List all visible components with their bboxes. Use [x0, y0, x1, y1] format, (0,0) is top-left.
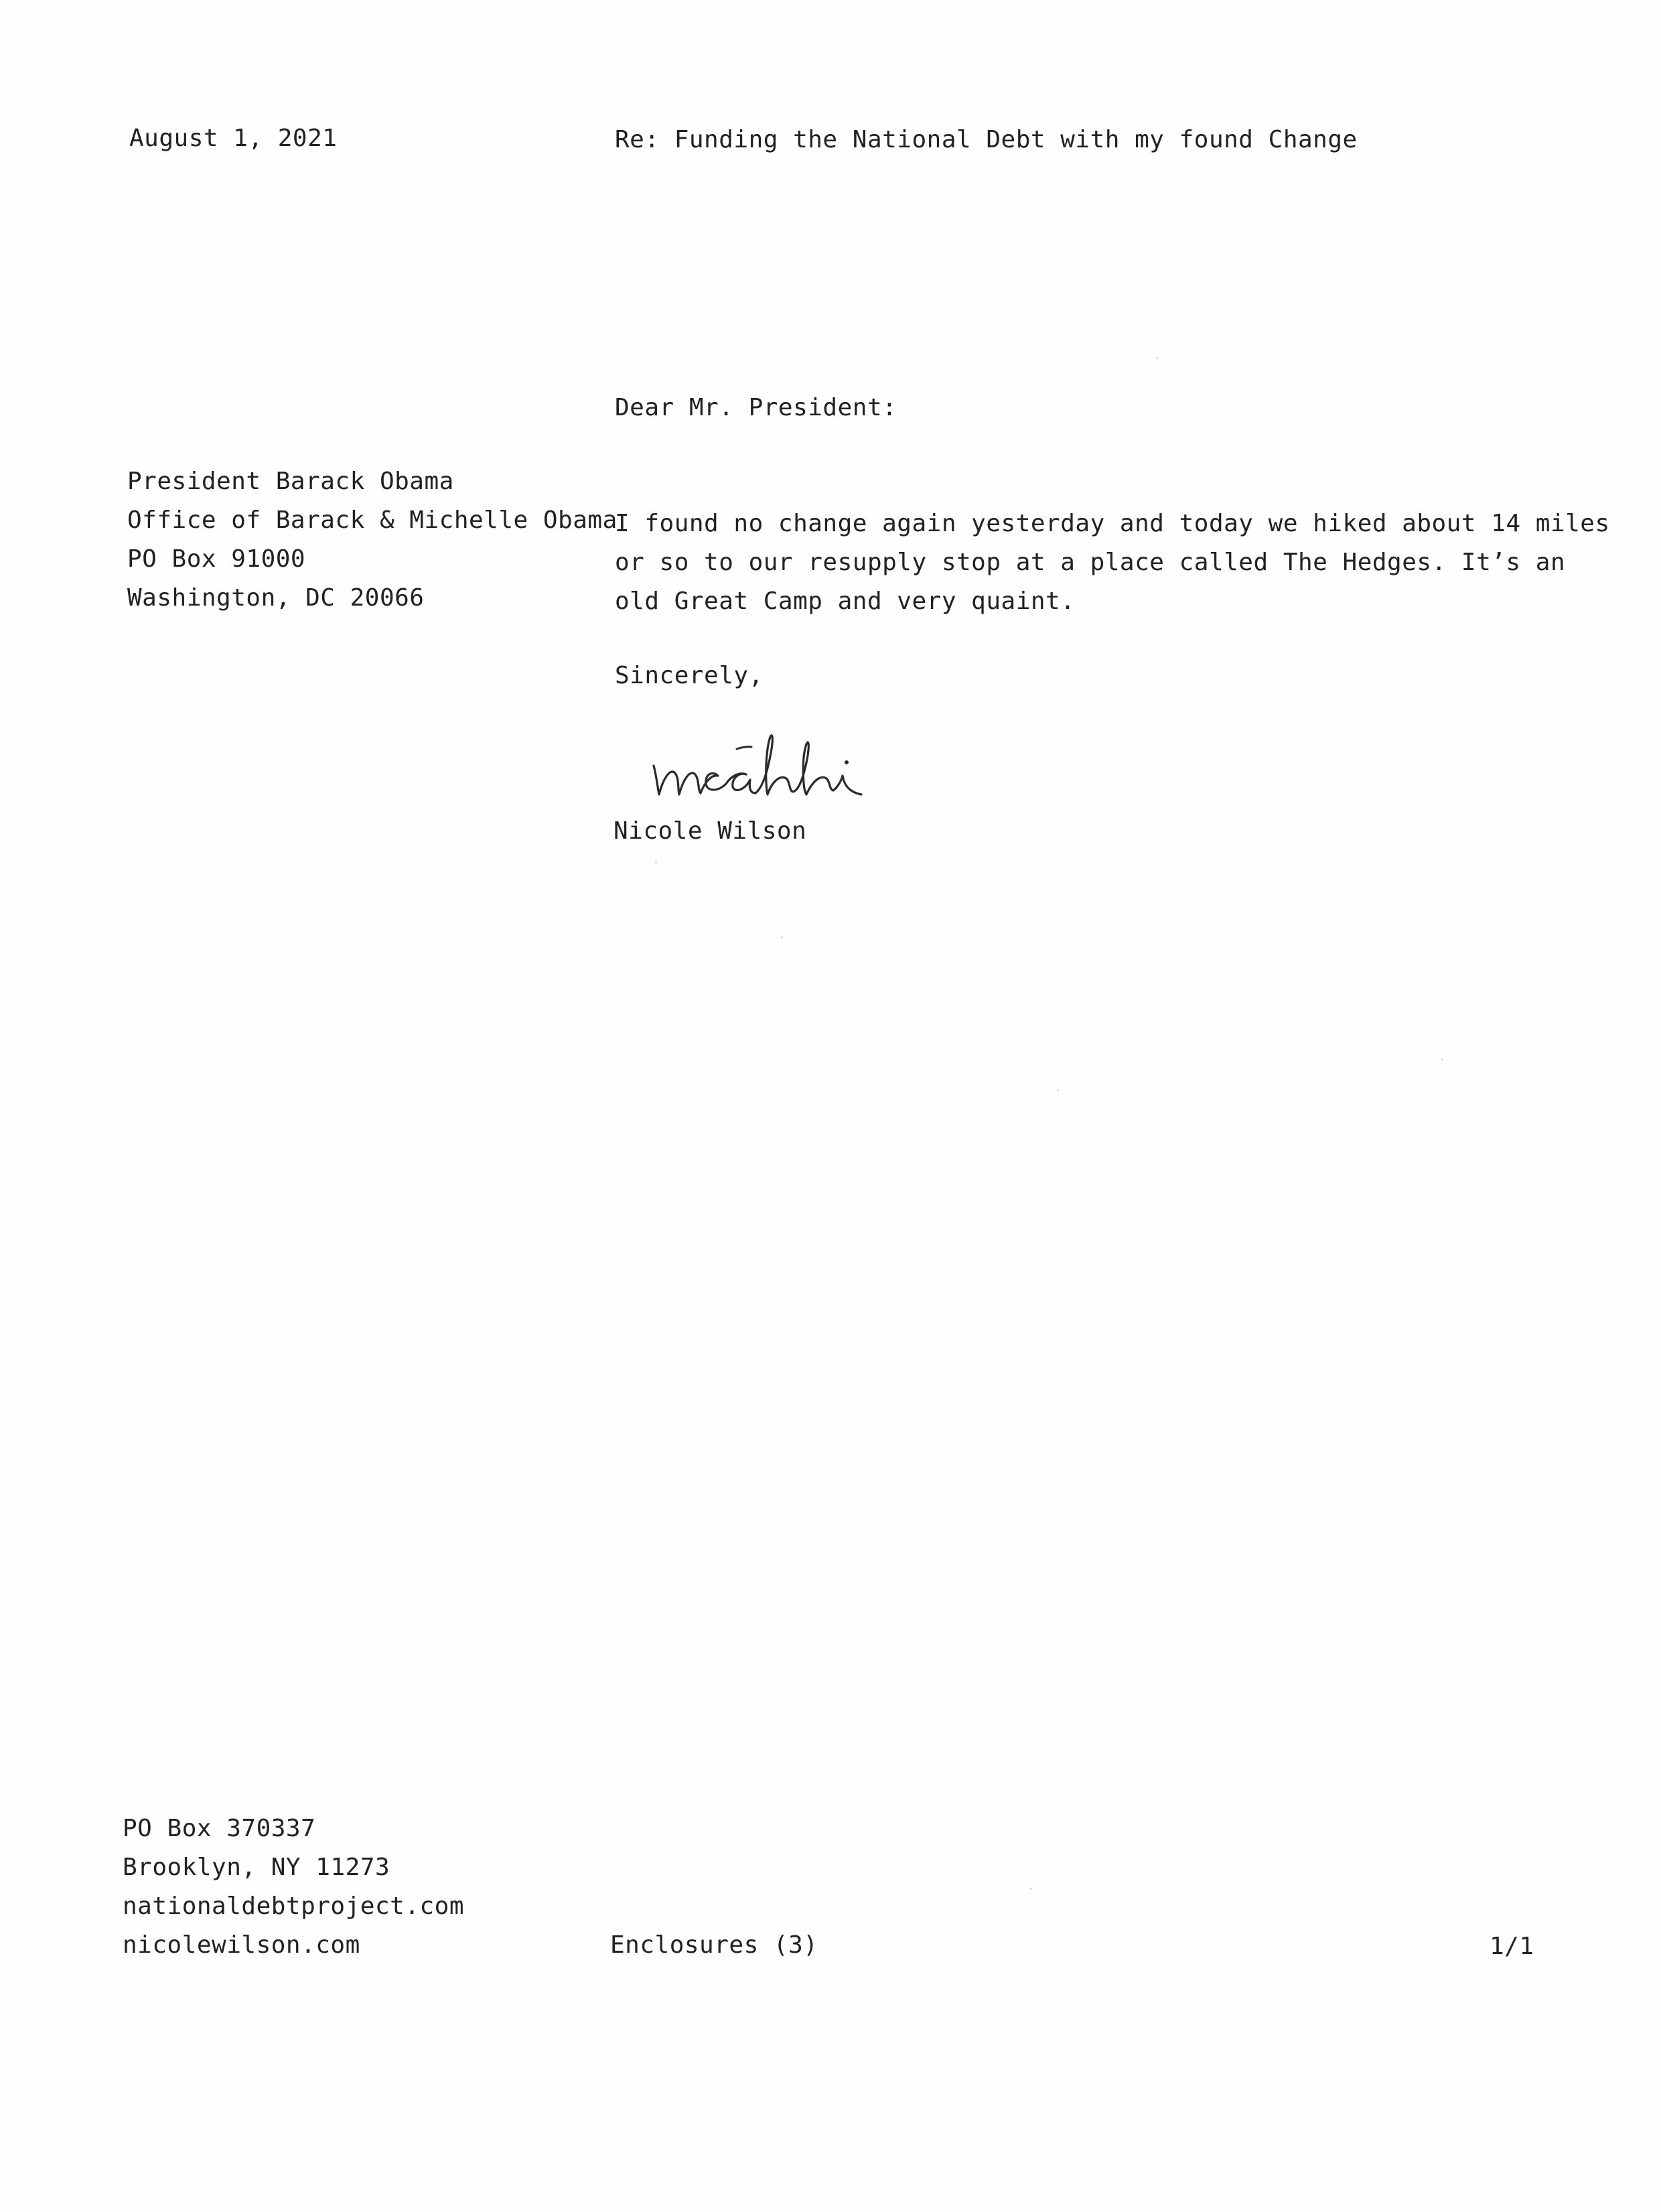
- letter-date: August 1, 2021: [129, 125, 338, 152]
- recipient-address: [127, 462, 618, 618]
- recipient-line: Washington, DC 20066: [127, 584, 425, 612]
- signer-name: Nicole Wilson: [613, 817, 807, 845]
- body-line: or so to our resupply stop at a place called The Hedges. It’s an: [615, 549, 1566, 576]
- scan-speck: [781, 937, 783, 939]
- recipient-line: Office of Barack & Michelle Obama: [127, 506, 618, 534]
- letter-subject: Re: Funding the National Debt with my found Change: [615, 126, 1358, 153]
- salutation: Dear Mr. President:: [615, 394, 897, 421]
- scan-speck: [1441, 1058, 1443, 1060]
- scan-speck: [1156, 357, 1158, 359]
- handwritten-signature: [648, 709, 997, 809]
- letter-body: [615, 504, 1610, 621]
- sender-line: PO Box 370337: [123, 1815, 316, 1842]
- recipient-line: President Barack Obama: [127, 468, 454, 495]
- closing: Sincerely,: [615, 662, 764, 689]
- page-number: 1/1: [1490, 1933, 1534, 1960]
- sender-website[interactable]: nicolewilson.com: [123, 1931, 360, 1959]
- sender-line: Brooklyn, NY 11273: [123, 1854, 390, 1881]
- sender-website[interactable]: nationaldebtproject.com: [123, 1892, 464, 1920]
- recipient-line: PO Box 91000: [127, 545, 306, 573]
- scan-speck: [655, 861, 657, 863]
- sender-address: [123, 1809, 464, 1965]
- scan-speck: [1030, 1888, 1032, 1890]
- body-line: old Great Camp and very quaint.: [615, 587, 1076, 615]
- scan-speck: [1057, 1089, 1059, 1091]
- body-line: I found no change again yesterday and today we hiked about 14 miles: [615, 510, 1610, 537]
- enclosures-note: Enclosures (3): [610, 1931, 818, 1959]
